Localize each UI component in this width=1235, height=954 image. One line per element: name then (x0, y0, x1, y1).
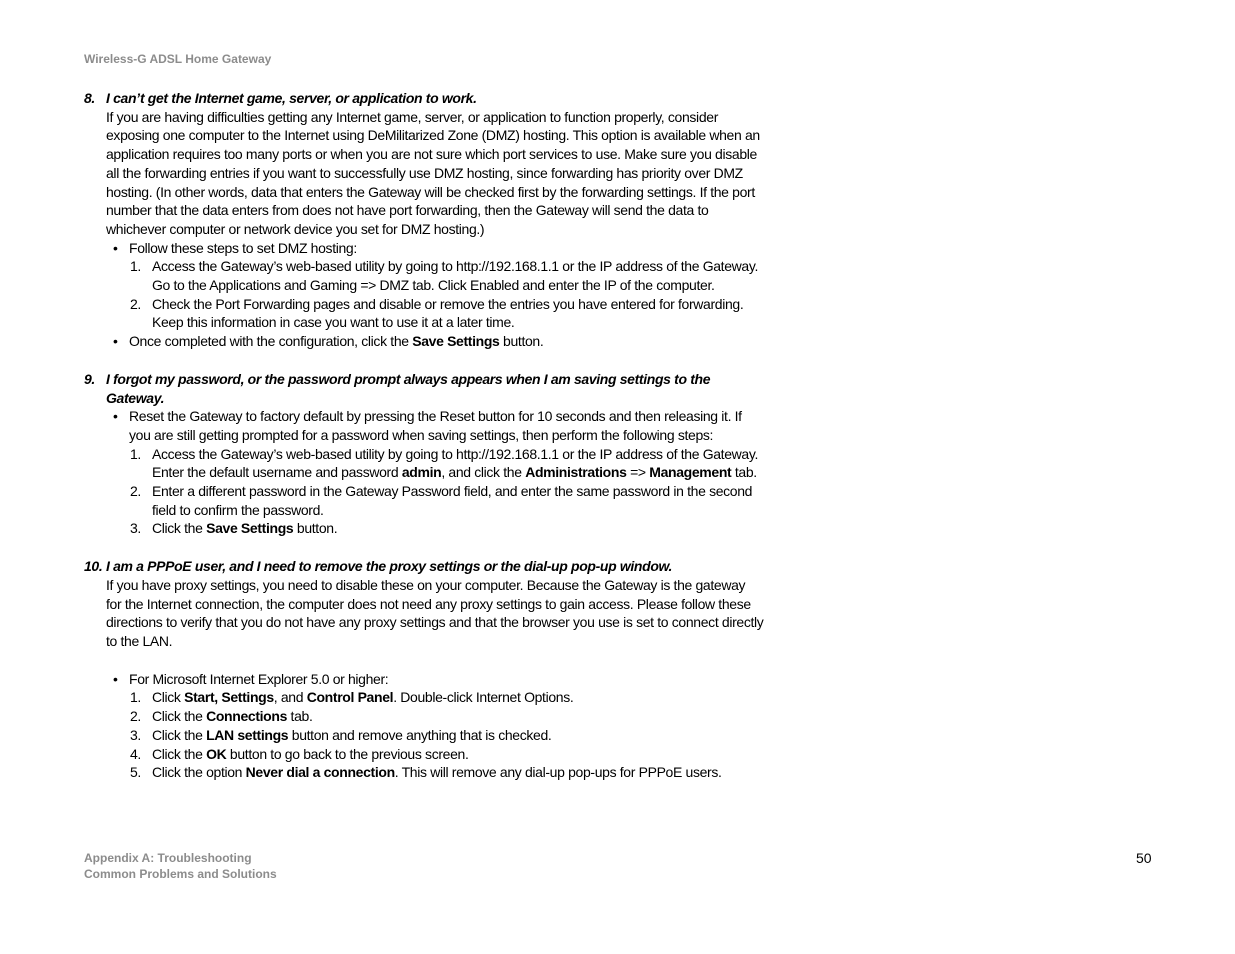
never-dial-label: Never dial a connection (245, 764, 395, 781)
bullet-text: For Microsoft Internet Explorer 5.0 or higher: (129, 670, 389, 687)
ok-label: OK (206, 745, 227, 762)
step-number: 2. (130, 295, 141, 312)
connections-label: Connections (206, 708, 288, 725)
bullet-marker: • (113, 333, 118, 350)
question-8-paragraph: If you are having difficulties getting any Internet game, server, or application to function properly, consider exposing one computer to the Internet using DeMilitarized Zone (DMZ) hosting. This option is available when an application requires too many ports or when you are not sure which port services to use. Make sure you disable all the forwarding entries if you want to successfully use DMZ hosting, since forwarding has priority over DMZ hosting. (In other words, data that enters the Gateway will be checked first by the forwarding settings. If the port number that the data enters from does not have port forwarding, then the Gateway will send the data to whichever computer or network device you set for DMZ hosting.) (106, 108, 760, 237)
step-item (84, 445, 764, 482)
bullet-item (84, 239, 764, 258)
step-text: Access the Gateway’s web-based utility by going to http://192.168.1.1 or the IP address of the Gateway. Go to the Applications and Gaming => DMZ tab. Click Enabled and enter the IP of the computer. (152, 258, 758, 294)
step-text: tab. (287, 708, 313, 725)
step-text: Access the Gateway’s web-based utility by going to http://192.168.1.1 or the IP address of the Gateway. Enter the default username and password (152, 445, 758, 481)
question-text: I forgot my password, or the password prompt always appears when I am saving settings to the Gateway. (106, 370, 711, 406)
bullet-item (84, 407, 764, 444)
step-number: 3. (130, 726, 141, 743)
step-text: . This will remove any dial-up pop-ups for PPPoE users. (394, 764, 722, 781)
step-text: Click the option (152, 764, 246, 781)
footer-line-1: Appendix A: Troubleshooting (84, 851, 252, 865)
step-text: button. (293, 520, 338, 537)
step-number: 4. (130, 745, 141, 762)
step-item (84, 295, 764, 332)
page-number: 50 (1136, 850, 1152, 866)
bullet-text: Once completed with the configuration, click the (129, 333, 413, 350)
bullet-marker: • (113, 408, 118, 425)
save-settings-label: Save Settings (206, 520, 294, 537)
bullet-text: Reset the Gateway to factory default by pressing the Reset button for 10 seconds and then releasing it. If you are still getting prompted for a password when saving settings, then perform the following steps: (129, 408, 742, 443)
question-text: I can’t get the Internet game, server, or application to work. (106, 90, 477, 106)
start-settings-label: Start, Settings (184, 689, 274, 706)
step-text: button to go back to the previous screen. (226, 745, 469, 762)
step-item (84, 519, 764, 538)
bullet-text: button. (499, 333, 544, 350)
document-body (84, 89, 764, 782)
step-number: 1. (130, 689, 141, 706)
bullet-item (84, 670, 764, 689)
step-text: , and click the (441, 464, 526, 481)
question-number: 10. (84, 558, 103, 575)
step-text: button and remove anything that is checked. (288, 726, 552, 743)
step-number: 1. (130, 445, 141, 462)
step-number: 2. (130, 708, 141, 725)
step-number: 5. (130, 764, 141, 781)
step-number: 1. (130, 258, 141, 275)
step-text: , and (273, 689, 307, 706)
question-text: I am a PPPoE user, and I need to remove the proxy settings or the dial-up pop-up window. (106, 558, 673, 575)
step-text: => (626, 464, 650, 481)
control-panel-label: Control Panel (306, 689, 394, 706)
step-text: Click (152, 689, 185, 706)
admin-label: admin (401, 464, 442, 481)
bullet-text: Follow these steps to set DMZ hosting: (129, 239, 357, 256)
step-number: 2. (130, 483, 141, 500)
question-number: 9. (84, 370, 95, 387)
administrations-label: Administrations (525, 464, 627, 481)
running-header: Wireless-G ADSL Home Gateway (84, 52, 272, 66)
question-10-title (84, 557, 764, 576)
save-settings-label: Save Settings (412, 333, 500, 350)
question-8-title (84, 89, 764, 108)
step-text: Click the (152, 708, 207, 725)
step-item (84, 688, 764, 707)
step-number: 3. (130, 520, 141, 537)
lan-settings-label: LAN settings (206, 726, 289, 743)
question-10-paragraph: If you have proxy settings, you need to disable these on your computer. Because the Gateway is the gateway for the Internet connection, the computer does not need any proxy settings to gain access. Please follow these directions to verify that you do not have any proxy settings and that the browser you use is set to connect directly to the LAN. (106, 576, 764, 649)
step-text: Enter a different password in the Gateway Password field, and enter the same password in the second field to confirm the password. (152, 483, 753, 518)
step-text: Click the (152, 520, 207, 537)
step-text: tab. (731, 464, 757, 481)
bullet-item (84, 332, 764, 351)
step-text: Click the (152, 726, 207, 743)
question-number: 8. (84, 90, 95, 106)
step-text: . Double-click Internet Options. (393, 689, 574, 706)
step-item (84, 763, 764, 782)
footer-line-2: Common Problems and Solutions (84, 867, 277, 881)
step-item (84, 482, 764, 519)
step-item (84, 257, 764, 294)
step-text: Click the (152, 745, 207, 762)
step-text: Check the Port Forwarding pages and disable or remove the entries you have entered for forwarding. Keep this information in case you want to use it at a later time. (152, 295, 744, 331)
bullet-marker: • (113, 239, 118, 256)
step-item (84, 745, 764, 764)
bullet-marker: • (113, 670, 118, 687)
footer (84, 850, 277, 882)
step-item (84, 707, 764, 726)
step-item (84, 726, 764, 745)
question-9-title (84, 370, 764, 407)
management-label: Management (649, 464, 732, 481)
